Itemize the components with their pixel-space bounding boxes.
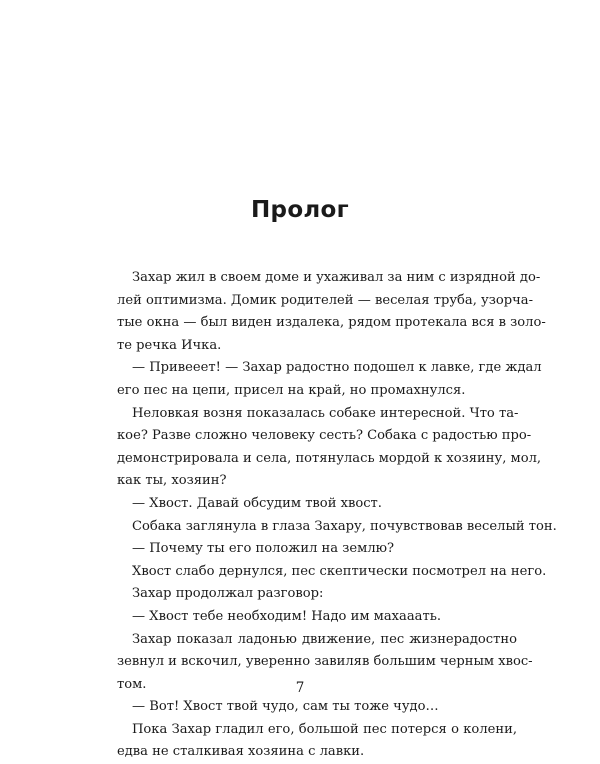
- text-line: кое? Разве сложно человеку сесть? Собака с радостью про-: [117, 428, 532, 444]
- text-line: тые окна — был виден издалека, рядом протекала вся в золо-: [117, 315, 546, 331]
- text-line: — Почему ты его положил на землю?: [132, 541, 395, 557]
- text-line: лей оптимизма. Домик родителей — веселая труба, узорча-: [117, 292, 534, 308]
- text-line: — Хвост тебе необходим! Надо им махааать.: [132, 608, 442, 624]
- text-line: Захар показал ладонью движение, пес жизнерадостно: [132, 631, 517, 647]
- text-line: Хвост слабо дернулся, пес скептически посмотрел на него.: [132, 563, 547, 579]
- text-line: Захар жил в своем доме и ухаживал за ним с изрядной до-: [132, 270, 541, 285]
- page-number: 7: [295, 680, 305, 696]
- text-line: — Вот! Хвост твой чудо, сам ты тоже чудо…: [132, 699, 439, 715]
- text-line: те речка Ичка.: [117, 337, 222, 353]
- text-line: Неловкая возня показалась собаке интересной. Что та-: [132, 405, 519, 421]
- text-line: как ты, хозяин?: [117, 473, 227, 489]
- text-line: том.: [117, 676, 147, 692]
- text-line: Пока Захар гладил его, большой пес потерся о колени,: [132, 721, 517, 737]
- text-line: едва не сталкивая хозяина с лавки.: [117, 744, 365, 760]
- chapter-title: Пролог: [251, 197, 349, 223]
- text-line: Собака заглянула в глаза Захару, почувствовав веселый тон.: [132, 518, 557, 534]
- text-line: Захар продолжал разговор:: [132, 586, 324, 602]
- text-line: — Привееет! — Захар радостно подошел к лавке, где ждал: [132, 360, 542, 376]
- text-line: демонстрировала и села, потянулась мордой к хозяину, мол,: [117, 450, 542, 466]
- text-line: его пес на цепи, присел на край, но промахнулся.: [117, 382, 466, 398]
- text-line: зевнул и вскочил, уверенно завиляв большим черным хвос-: [117, 654, 533, 670]
- text-line: — Хвост. Давай обсудим твой хвост.: [132, 495, 382, 511]
